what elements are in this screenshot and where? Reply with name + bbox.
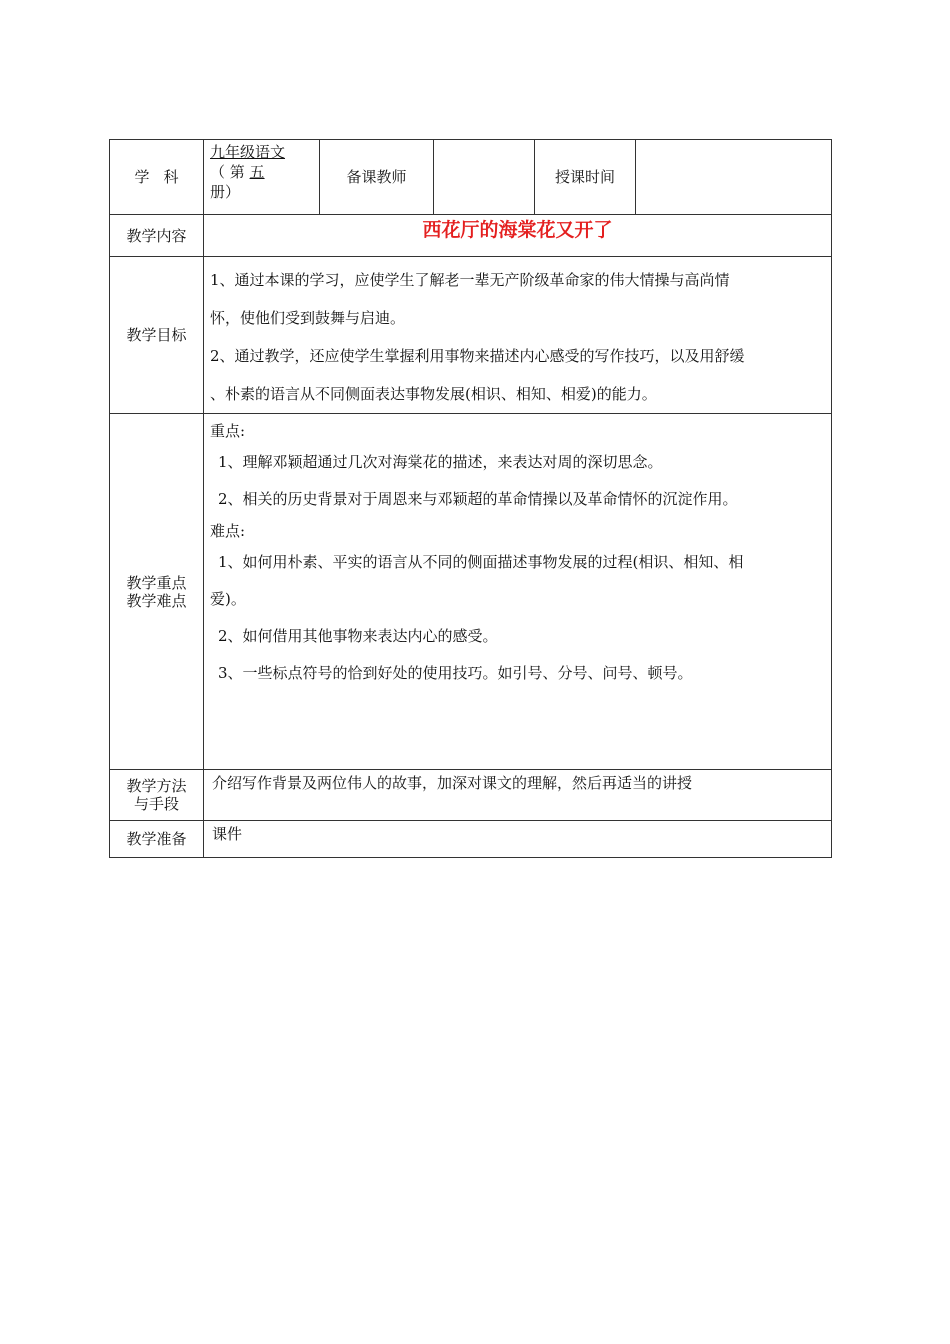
objectives-row (110, 257, 832, 414)
difficulty-item: 1、如何用朴素、平实的语言从不同的侧面描述事物发展的过程(相识、相知、相 (218, 553, 744, 571)
prep-label: 教学准备 (110, 821, 204, 858)
content-row (110, 215, 832, 257)
prep-row (110, 821, 832, 858)
subject-volume-number: 五 (249, 163, 265, 181)
difficulty-item: 爱)。 (210, 590, 246, 608)
subject-volume (210, 162, 315, 182)
objective-line: 1、通过本课的学习，应使学生了解老一辈无产阶级革命家的伟大情操与高尚情 (210, 271, 730, 289)
difficulty-item: 2、如何借用其他事物来表达内心的感受。 (218, 627, 498, 645)
keypoints-content (204, 414, 832, 770)
keypoints-label-line: 教学重点 (126, 573, 187, 592)
time-label: 授课时间 (535, 140, 636, 215)
key-heading: 重点: (210, 422, 246, 440)
teacher-value (434, 140, 535, 215)
method-label-line: 与手段 (133, 795, 179, 813)
objectives-content (204, 257, 832, 414)
difficulty-heading: 难点: (210, 522, 246, 540)
objective-line: 2、通过教学，还应使学生掌握利用事物来描述内心感受的写作技巧，以及用舒缓 (210, 347, 745, 365)
subject-volume-suffix: 册） (210, 183, 241, 201)
method-value: 介绍写作背景及两位伟人的故事，加深对课文的理解，然后再适当的讲授 (204, 770, 832, 821)
method-label-line: 教学方法 (126, 777, 187, 795)
difficulty-label-line: 教学难点 (126, 591, 187, 610)
subject-label: 学科 (110, 140, 204, 215)
subject-value (204, 140, 320, 215)
subject-grade: 九年级语文 (210, 143, 286, 161)
keypoints-label (110, 414, 204, 770)
method-row (110, 770, 832, 821)
subject-volume-prefix: （ 第 (210, 163, 250, 181)
content-label: 教学内容 (110, 215, 204, 257)
teacher-label: 备课教师 (320, 140, 434, 215)
keypoints-row (110, 414, 832, 770)
subject-row (110, 140, 832, 215)
key-item: 2、相关的历史背景对于周恩来与邓颖超的革命情操以及革命情怀的沉淀作用。 (218, 490, 738, 508)
lesson-title: 西花厅的海棠花又开了 (204, 215, 832, 257)
objectives-label: 教学目标 (110, 257, 204, 414)
key-item: 1、理解邓颖超通过几次对海棠花的描述，来表达对周的深切思念。 (218, 453, 663, 471)
method-label (110, 770, 204, 821)
difficulty-item: 3、一些标点符号的恰到好处的使用技巧。如引号、分号、问号、顿号。 (218, 664, 693, 682)
time-value (636, 140, 832, 215)
prep-value: 课件 (204, 821, 832, 858)
lesson-plan-table (109, 139, 832, 858)
objective-line: 、朴素的语言从不同侧面表达事物发展(相识、相知、相爱)的能力。 (210, 385, 657, 403)
objective-line: 怀，使他们受到鼓舞与启迪。 (210, 309, 406, 327)
